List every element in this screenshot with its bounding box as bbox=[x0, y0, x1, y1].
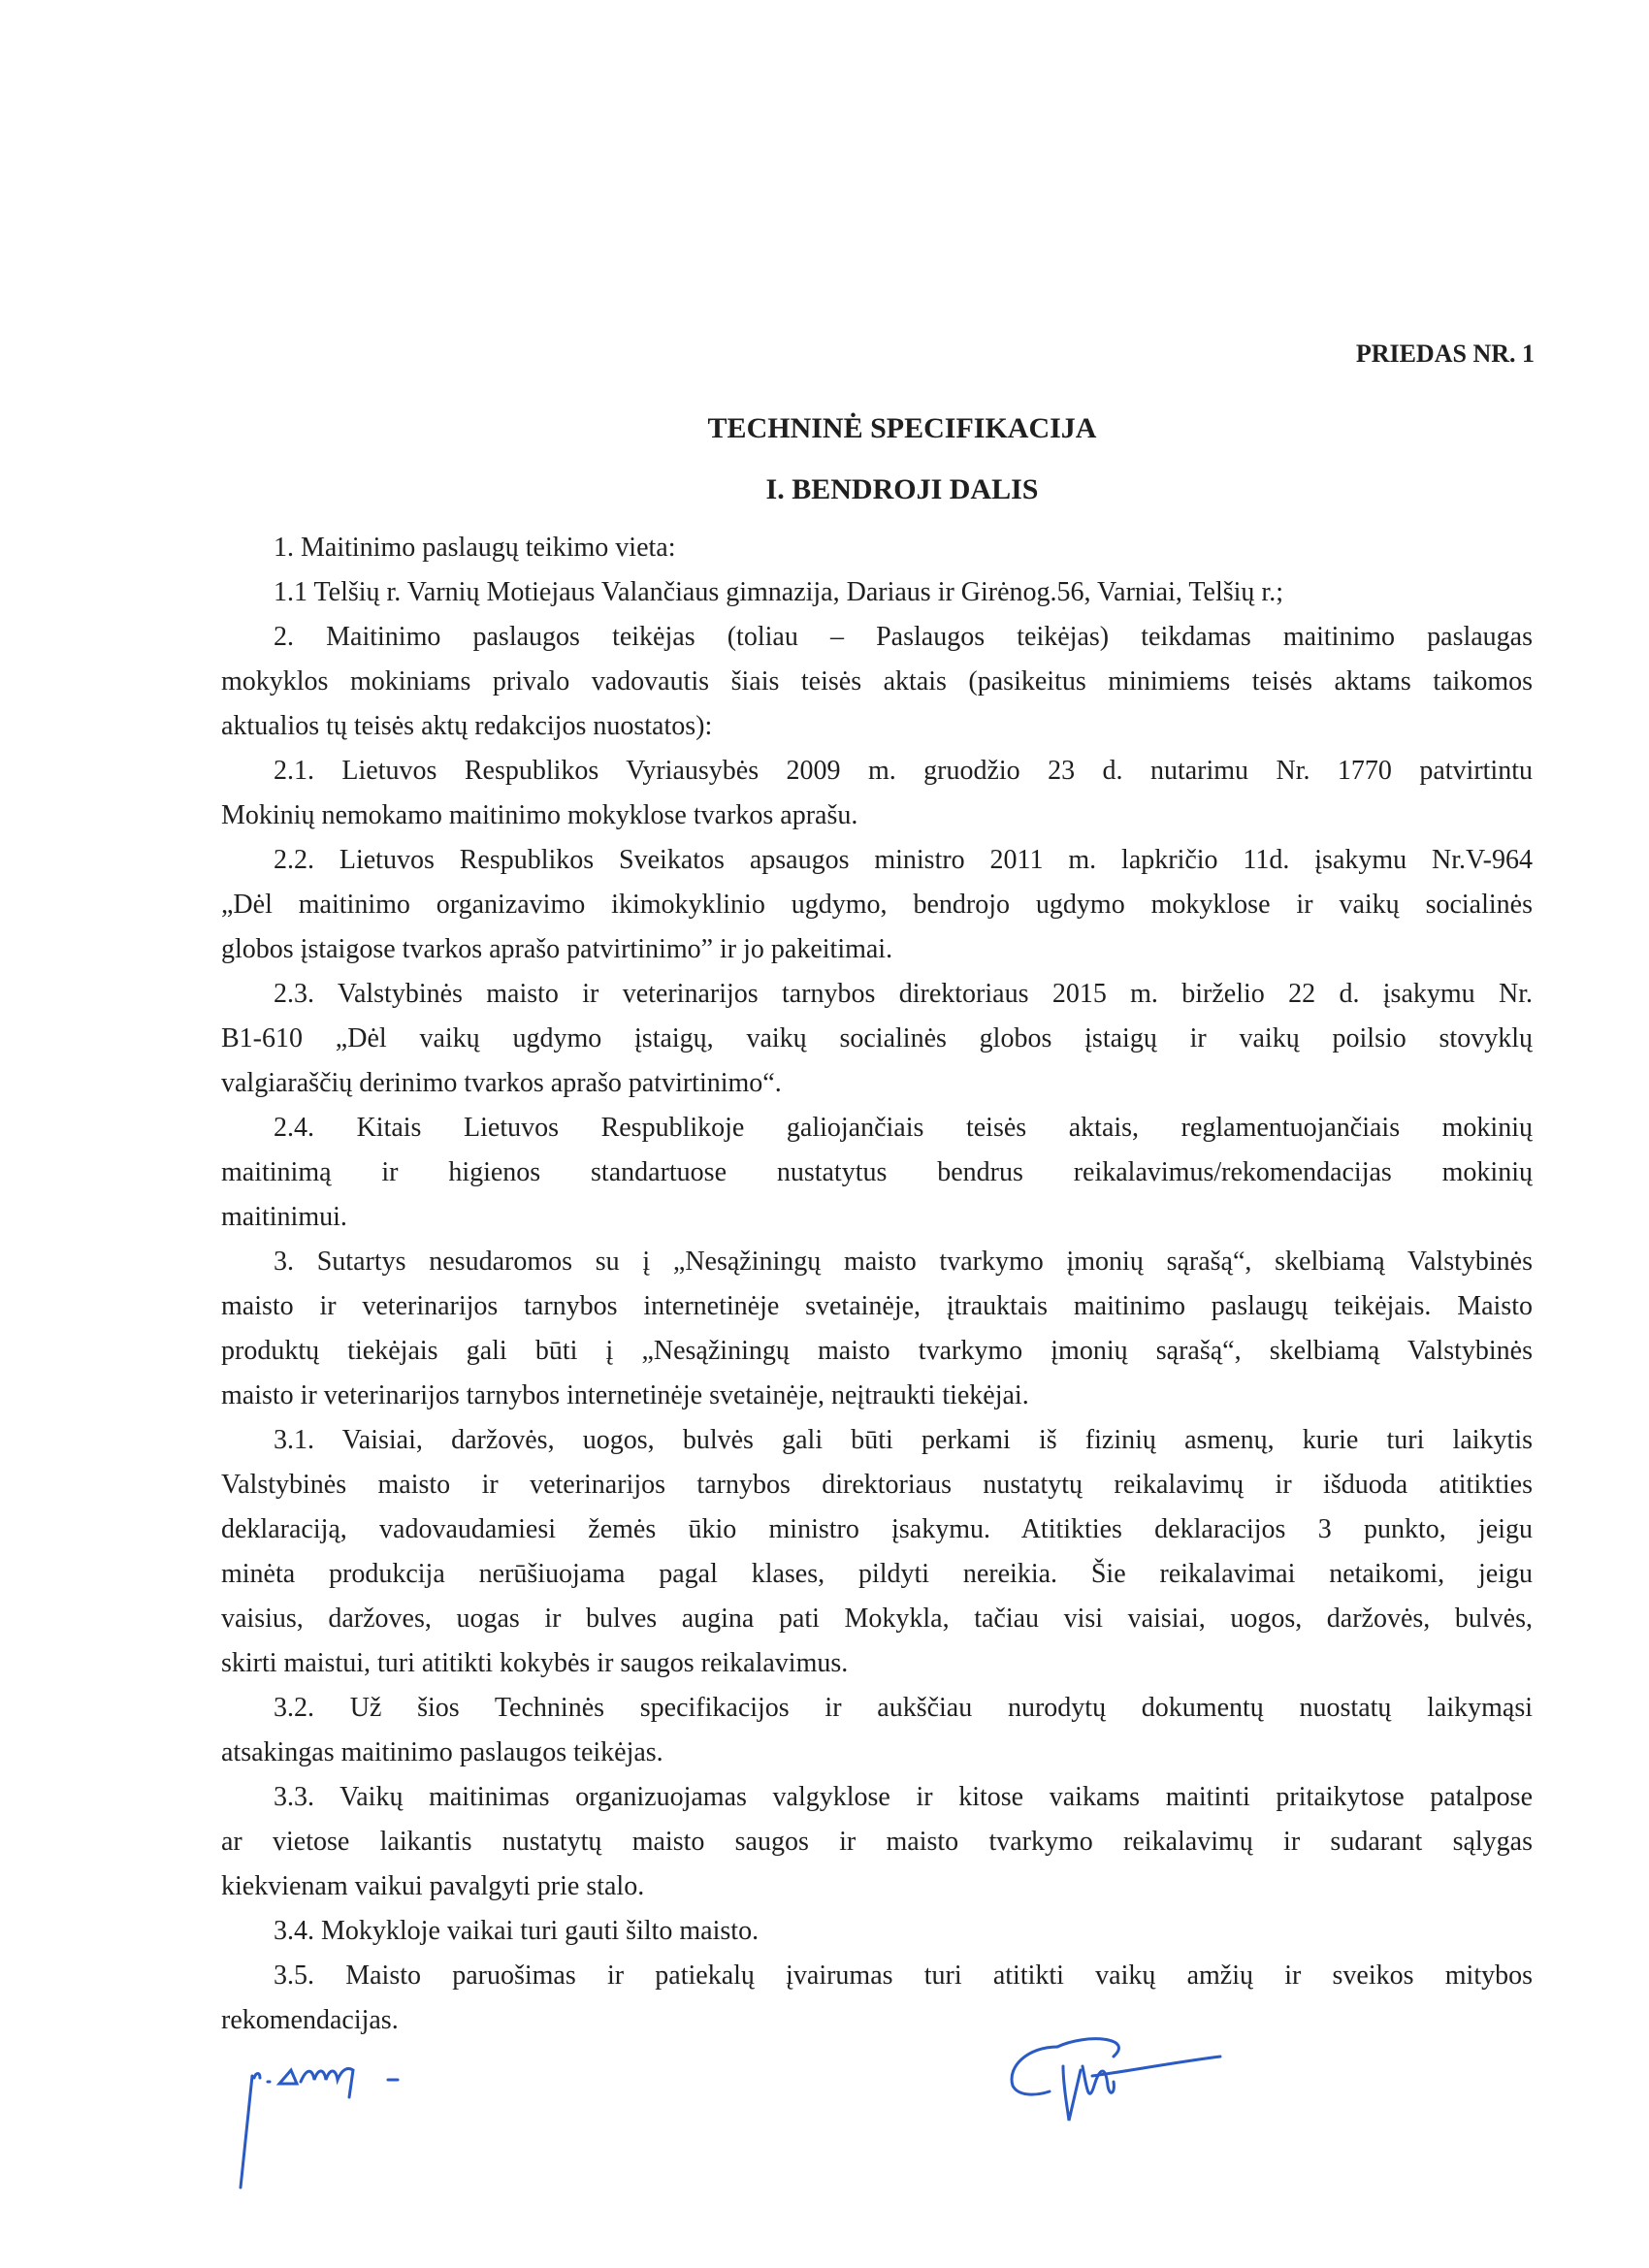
text-line: vaisius, daržoves, uogas ir bulves augina pati Mokykla, tačiau visi vaisiai, uogos, daržovės, bulvės, bbox=[221, 1604, 1533, 1634]
paragraph bbox=[221, 1686, 1533, 1775]
signature-left bbox=[233, 2057, 514, 2192]
paragraph bbox=[221, 1418, 1533, 1686]
text-line: deklaraciją, vadovaudamiesi žemės ūkio ministro įsakymu. Atitikties deklaracijos 3 punkto, jeigu bbox=[221, 1514, 1533, 1544]
text-line: minėta produkcija nerūšiuojama pagal klases, pildyti nereikia. Šie reikalavimai netaikomi, jeigu bbox=[221, 1559, 1533, 1589]
text-line: maisto ir veterinarijos tarnybos internetinėje svetainėje, įtrauktais maitinimo paslaugų teikėjais. Maisto bbox=[221, 1291, 1533, 1321]
paragraph bbox=[221, 526, 1533, 570]
paragraph bbox=[221, 972, 1533, 1106]
text-line: 3.2. Už šios Techninės specifikacijos ir aukščiau nurodytų dokumentų nuostatų laikymąsi bbox=[274, 1693, 1533, 1723]
text-line: Valstybinės maisto ir veterinarijos tarnybos direktoriaus nustatytų reikalavimų ir išduoda atitikties bbox=[221, 1470, 1533, 1500]
document-title: TECHNINĖ SPECIFIKACIJA bbox=[707, 412, 1097, 444]
text-line: 2.1. Lietuvos Respublikos Vyriausybės 2009 m. gruodžio 23 d. nutarimu Nr. 1770 patvirtintu bbox=[274, 756, 1533, 786]
text-line: 3.4. Mokykloje vaikai turi gauti šilto maisto. bbox=[274, 1916, 760, 1946]
paragraph bbox=[221, 1106, 1533, 1240]
text-line: skirti maistui, turi atitikti kokybės ir saugos reikalavimus. bbox=[221, 1648, 849, 1678]
signature-right bbox=[999, 2027, 1232, 2134]
paragraph bbox=[221, 1909, 1533, 1954]
text-line: 1.1 Telšių r. Varnių Motiejaus Valančiaus gimnazija, Dariaus ir Girėnog.56, Varniai, Telšių r.; bbox=[274, 577, 1283, 607]
paragraph bbox=[221, 749, 1533, 838]
text-line: kiekvienam vaikui pavalgyti prie stalo. bbox=[221, 1871, 645, 1901]
text-line: 2.4. Kitais Lietuvos Respublikoje galiojančiais teisės aktais, reglamentuojančiais mokinių bbox=[274, 1113, 1533, 1143]
text-line: atsakingas maitinimo paslaugos teikėjas. bbox=[221, 1737, 663, 1767]
text-line: 3. Sutartys nesudaromos su į „Nesąžiningų maisto tvarkymo įmonių sąrašą“, skelbiamą Valstybinės bbox=[274, 1247, 1533, 1277]
text-line: globos įstaigose tvarkos aprašo patvirtinimo” ir jo pakeitimai. bbox=[221, 934, 893, 964]
text-line: maitinimą ir higienos standartuose nustatytus bendrus reikalavimus/rekomendacijas mokinių bbox=[221, 1157, 1533, 1187]
paragraph bbox=[221, 838, 1533, 972]
paragraph bbox=[221, 1775, 1533, 1909]
text-line: ar vietose laikantis nustatytų maisto saugos ir maisto tvarkymo reikalavimų ir sudarant sąlygas bbox=[221, 1827, 1533, 1857]
text-line: aktualios tų teisės aktų redakcijos nuostatos): bbox=[221, 711, 713, 741]
text-line: 2.2. Lietuvos Respublikos Sveikatos apsaugos ministro 2011 m. lapkričio 11d. įsakymu Nr.V-964 bbox=[274, 845, 1533, 875]
text-line: 3.5. Maisto paruošimas ir patiekalų įvairumas turi atitikti vaikų amžių ir sveikos mitybos bbox=[274, 1960, 1533, 1991]
paragraph bbox=[221, 570, 1533, 615]
text-line: maisto ir veterinarijos tarnybos internetinėje svetainėje, neįtraukti tiekėjai. bbox=[221, 1380, 1029, 1410]
annex-label: PRIEDAS NR. 1 bbox=[1355, 340, 1535, 368]
text-line: rekomendacijas. bbox=[221, 2005, 399, 2035]
text-line: 2. Maitinimo paslaugos teikėjas (toliau – Paslaugos teikėjas) teikdamas maitinimo paslaugas bbox=[274, 622, 1533, 652]
text-line: „Dėl maitinimo organizavimo ikimokyklinio ugdymo, bendrojo ugdymo mokyklose ir vaikų socialinės bbox=[221, 890, 1533, 920]
text-line: B1-610 „Dėl vaikų ugdymo įstaigų, vaikų socialinės globos įstaigų ir vaikų poilsio stovyklų bbox=[221, 1023, 1533, 1053]
text-line: 3.1. Vaisiai, daržovės, uogos, bulvės gali būti perkami iš fizinių asmenų, kurie turi laikytis bbox=[274, 1425, 1533, 1455]
text-line: mokyklos mokiniams privalo vadovautis šiais teisės aktais (pasikeitus minimiems teisės aktams taikomos bbox=[221, 666, 1533, 697]
text-line: 1. Maitinimo paslaugų teikimo vieta: bbox=[274, 533, 676, 563]
text-line: valgiaraščių derinimo tvarkos aprašo patvirtinimo“. bbox=[221, 1068, 782, 1098]
paragraph bbox=[221, 1954, 1533, 2043]
text-line: produktų tiekėjais gali būti į „Nesąžiningų maisto tvarkymo įmonių sąrašą“, skelbiamą Valstybinės bbox=[221, 1336, 1533, 1366]
paragraph bbox=[221, 1240, 1533, 1418]
text-line: Mokinių nemokamo maitinimo mokyklose tvarkos aprašu. bbox=[221, 800, 858, 830]
section-heading: I. BENDROJI DALIS bbox=[765, 473, 1039, 505]
paragraph bbox=[221, 615, 1533, 749]
text-line: 2.3. Valstybinės maisto ir veterinarijos tarnybos direktoriaus 2015 m. birželio 22 d. įsakymu Nr. bbox=[274, 979, 1533, 1009]
text-line: maitinimui. bbox=[221, 1202, 347, 1232]
document-body bbox=[221, 526, 1533, 2043]
text-line: 3.3. Vaikų maitinimas organizuojamas valgyklose ir kitose vaikams maitinti pritaikytose patalpose bbox=[274, 1782, 1533, 1812]
